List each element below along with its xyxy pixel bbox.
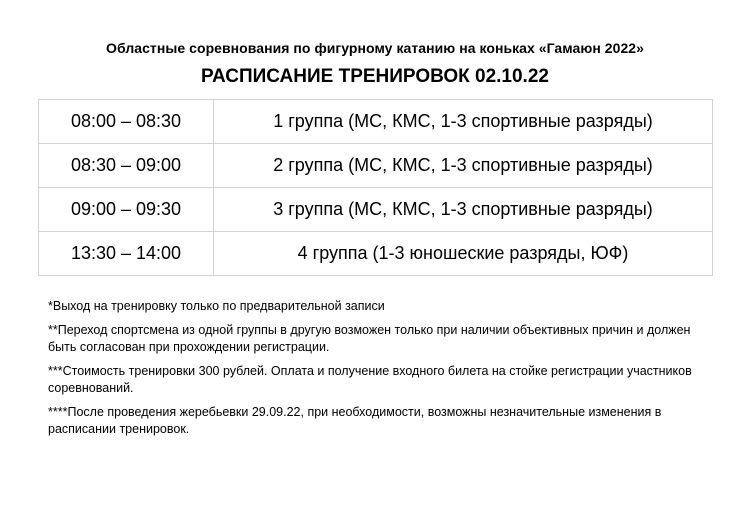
table-row	[39, 232, 713, 276]
table-row	[39, 144, 713, 188]
group-description: 3 группа (МС, КМС, 1-3 спортивные разряды)	[214, 188, 713, 232]
time-slot: 13:30 – 14:00	[39, 232, 214, 276]
time-slot: 08:00 – 08:30	[39, 100, 214, 144]
time-slot: 09:00 – 09:30	[39, 188, 214, 232]
footnote: ***Стоимость тренировки 300 рублей. Оплата и получение входного билета на стойке регистрации участников соревнований.	[48, 364, 692, 395]
footnote: ****После проведения жеребьевки 29.09.22, при необходимости, возможны незначительные изменения в расписании тренировок.	[48, 405, 662, 436]
table-row	[39, 188, 713, 232]
time-slot: 08:30 – 09:00	[39, 144, 214, 188]
table-row	[39, 100, 713, 144]
page-title: РАСПИСАНИЕ ТРЕНИРОВОК 02.10.22	[201, 66, 549, 87]
group-description: 1 группа (МС, КМС, 1-3 спортивные разряды)	[214, 100, 713, 144]
footnote: *Выход на тренировку только по предварительной записи	[48, 299, 385, 313]
footnote: **Переход спортсмена из одной группы в другую возможен только при наличии объективных причин и должен быть согласован при прохождении регистрации.	[48, 323, 691, 354]
group-description: 4 группа (1-3 юношеские разряды, ЮФ)	[214, 232, 713, 276]
page-subtitle: Областные соревнования по фигурному катанию на коньках «Гамаюн 2022»	[106, 40, 644, 56]
schedule-table	[38, 99, 713, 276]
group-description: 2 группа (МС, КМС, 1-3 спортивные разряды)	[214, 144, 713, 188]
footnotes	[48, 298, 708, 445]
